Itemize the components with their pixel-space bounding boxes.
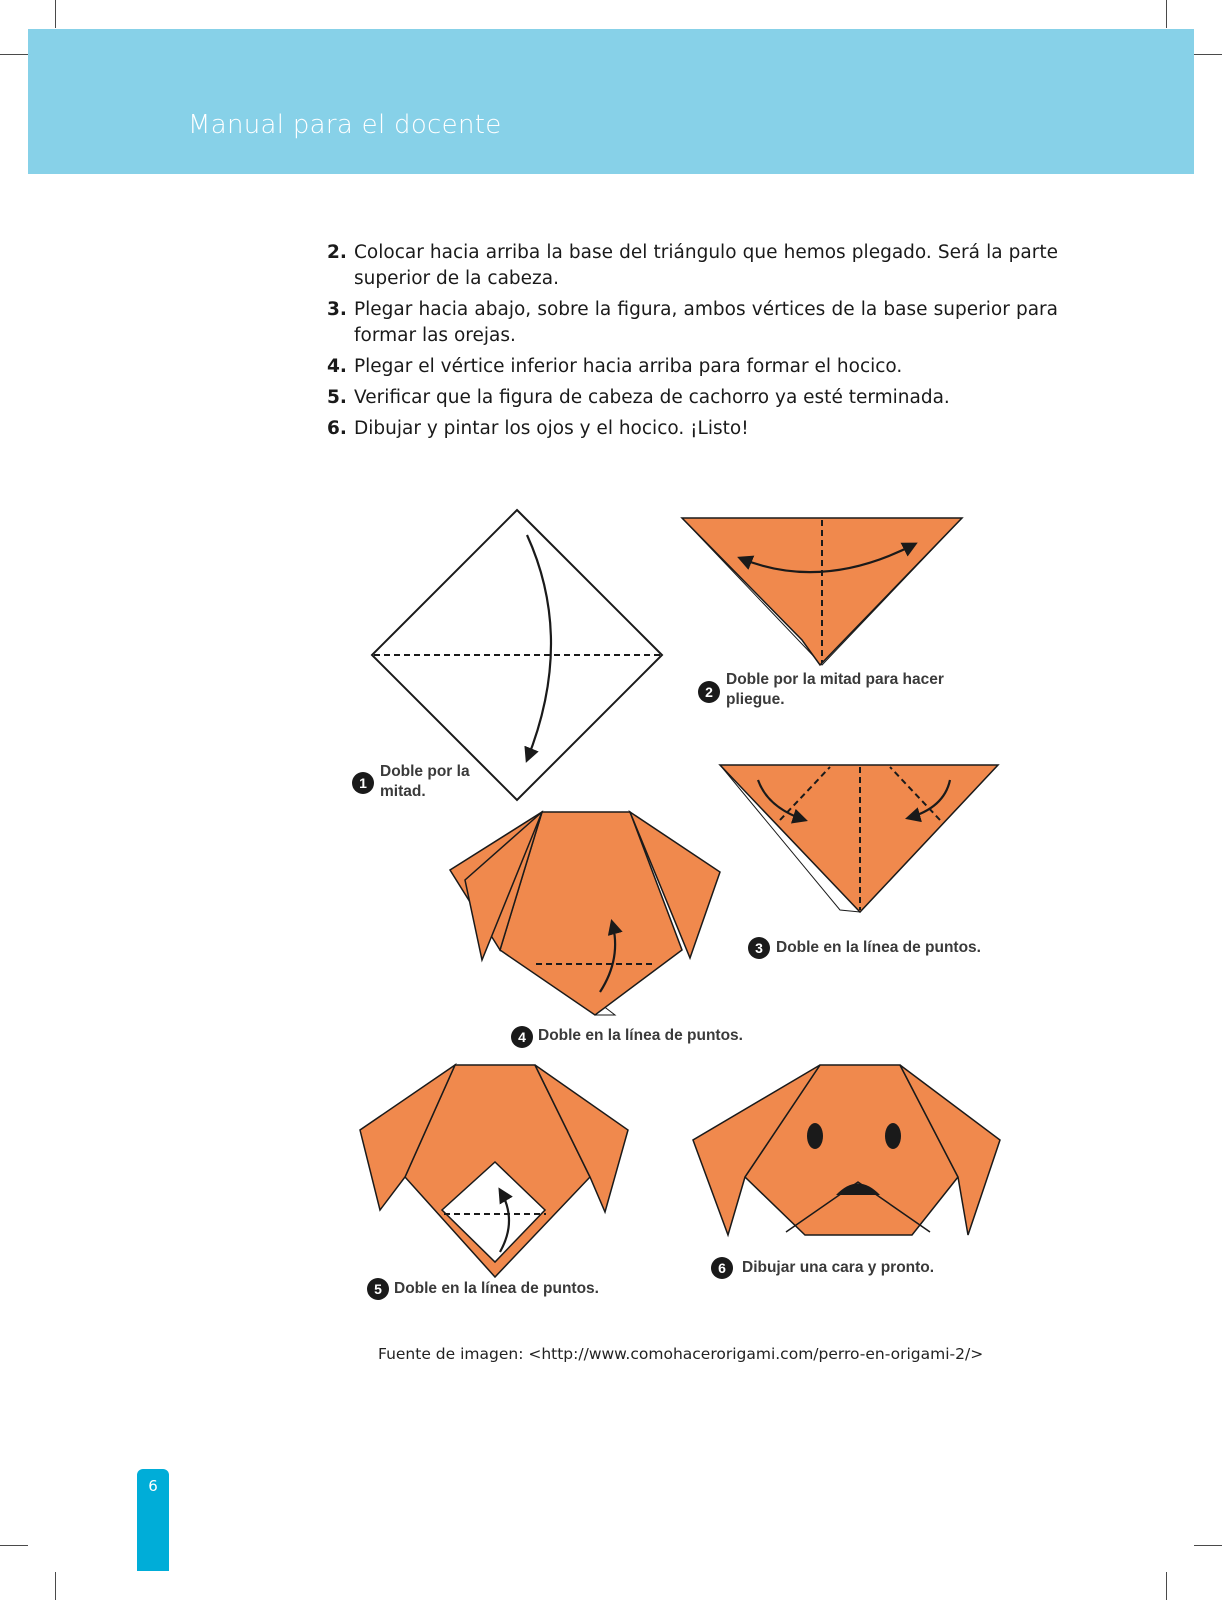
step-number: 5. [327,387,347,408]
crop-mark [1194,1545,1222,1546]
step-text: Verificar que la figura de cabeza de cachorro ya esté terminada. [354,387,950,408]
instruction-step [327,416,1058,442]
image-source-credit: Fuente de imagen: <http://www.comohacerorigami.com/perro-en-origami-2/> [378,1345,984,1363]
instruction-step [327,354,1058,380]
crop-mark [1194,54,1222,55]
step2-caption: Doble por la mitad para hacer pliegue. [726,671,944,708]
left-eye [807,1123,823,1149]
origami-diagram-svg [350,500,1010,1320]
crop-mark [0,1545,28,1546]
step-number: 2. [327,242,347,263]
step-badge-4: 4 [511,1026,533,1048]
step6-drawing [693,1065,1000,1235]
step3-caption: Doble en la línea de puntos. [776,939,981,956]
page-header-title: Manual para el docente [188,110,502,140]
step5-drawing [360,1065,628,1277]
step-badge-2: 2 [698,681,720,703]
step-number: 3. [327,299,347,320]
right-eye [885,1123,901,1149]
step5-caption: Doble en la línea de puntos. [394,1280,599,1297]
crop-mark [0,54,28,55]
crop-mark [1166,1572,1167,1600]
step6-caption: Dibujar una cara y pronto. [742,1259,935,1276]
instruction-step [327,385,1058,411]
step4-drawing [450,812,720,1015]
crop-mark [55,0,56,28]
step3-drawing [720,765,998,912]
step-badge-5: 5 [367,1278,389,1300]
step1-caption: Doble por la mitad. [380,763,470,800]
instruction-list [327,240,1058,447]
crop-mark [1166,0,1167,28]
step-text: Plegar hacia abajo, sobre la figura, ambos vértices de la base superior para formar las orejas. [354,299,1058,346]
step-badge-1: 1 [352,772,374,794]
step-badge-3: 3 [748,937,770,959]
page-number: 6 [148,1477,158,1495]
page-number-tab [137,1469,169,1571]
crop-mark [55,1572,56,1600]
step-text: Colocar hacia arriba la base del triángulo que hemos plegado. Será la parte superior de la cabeza. [354,242,1058,289]
step1-drawing [372,510,662,800]
origami-dog-diagram [350,500,1010,1320]
step2-drawing [682,518,962,665]
step-badge-6: 6 [711,1257,733,1279]
step4-caption: Doble en la línea de puntos. [538,1027,743,1044]
step-number: 6. [327,418,347,439]
step-text: Dibujar y pintar los ojos y el hocico. ¡Listo! [354,418,749,439]
header-band [28,29,1194,174]
step-text: Plegar el vértice inferior hacia arriba para formar el hocico. [354,356,903,377]
instruction-step [327,240,1058,292]
instruction-step [327,297,1058,349]
step-number: 4. [327,356,347,377]
